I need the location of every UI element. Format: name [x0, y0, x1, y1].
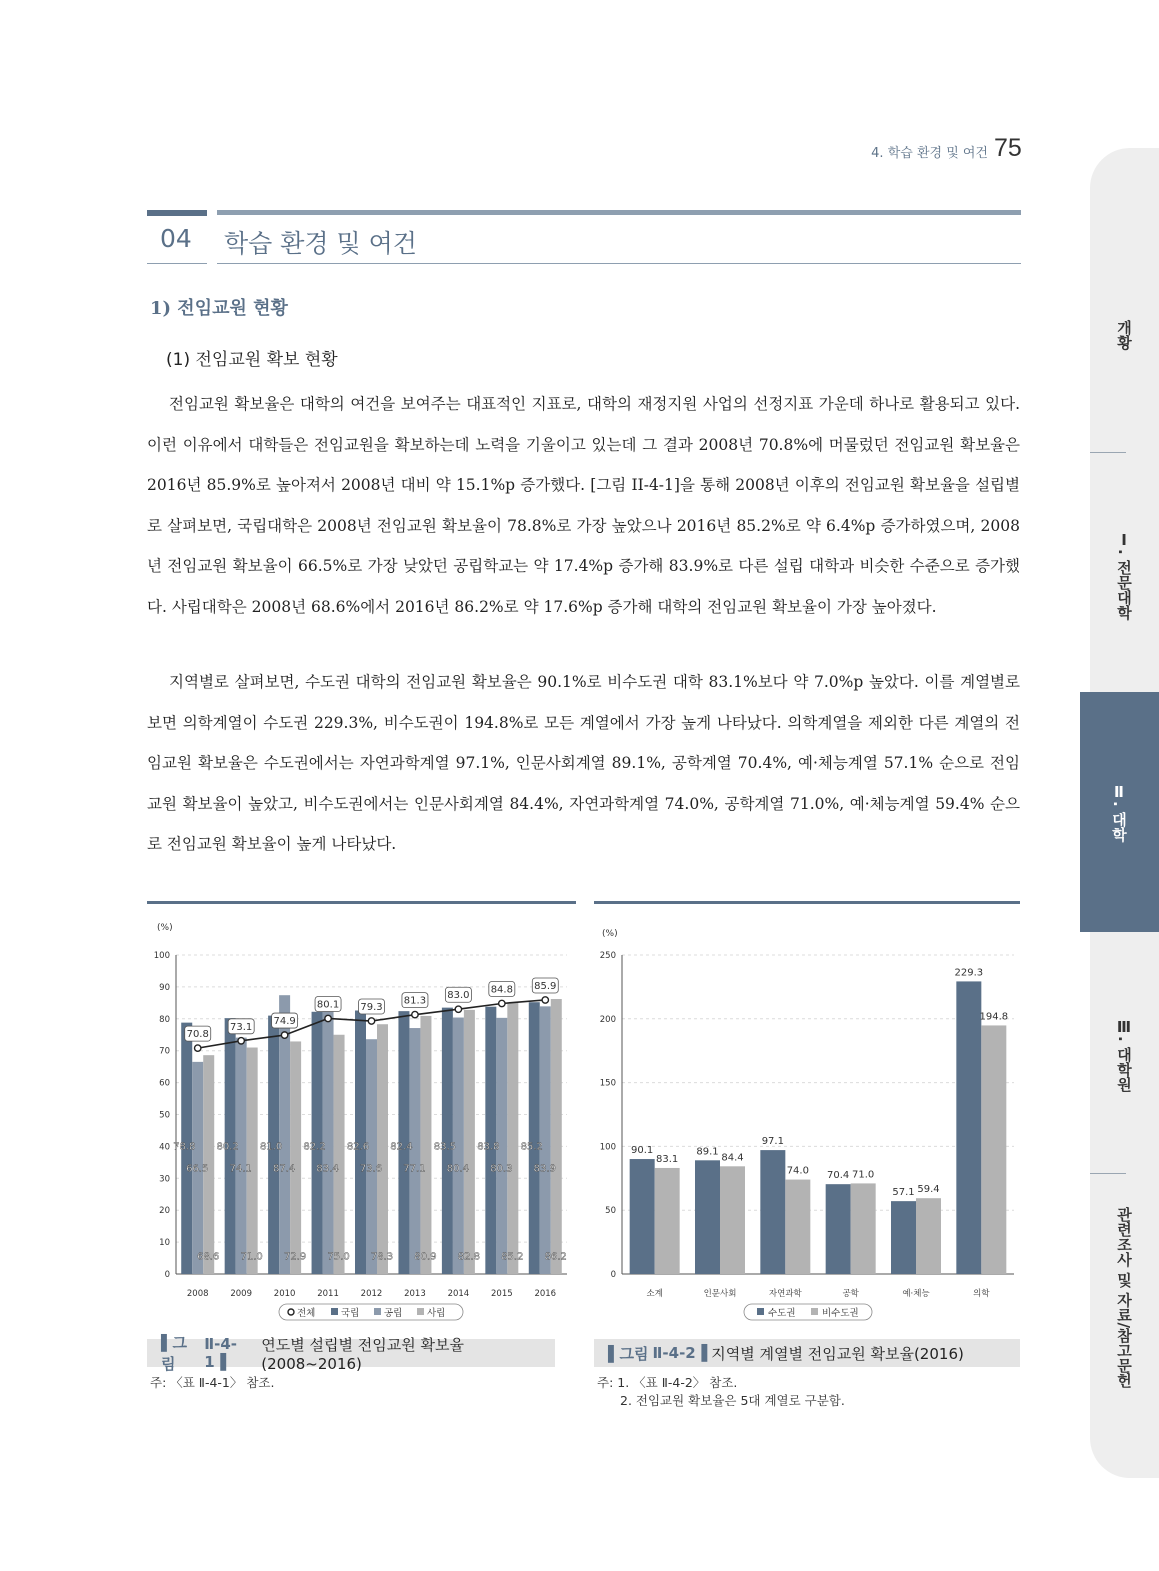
bar-비수도권-자연과학	[785, 1180, 810, 1274]
legend-label: 전체	[297, 1308, 316, 1319]
y-tick-label: 0	[164, 1270, 170, 1280]
figure-note: 주: 〈표 Ⅱ-4-1〉 참조.	[150, 1375, 275, 1390]
x-tick-label: 2009	[230, 1289, 252, 1299]
x-tick-label: 예·체능	[902, 1289, 930, 1299]
point-전체-2008	[195, 1045, 201, 1051]
section-title: 학습 환경 및 여건	[224, 229, 417, 258]
subsubsection-heading: (1) 전임교원 확보 현황	[166, 350, 338, 370]
data-label-국립: 82.6	[346, 1141, 370, 1153]
bar-공립-2016	[540, 1006, 551, 1274]
bar-사립-2010	[290, 1041, 301, 1274]
data-label-사립: 75.0	[327, 1251, 350, 1263]
data-label-공립: 73.6	[359, 1163, 383, 1175]
data-label-공립: 74.1	[229, 1163, 252, 1175]
x-tick-label: 공학	[842, 1289, 859, 1299]
bar-국립-2016	[529, 1002, 540, 1274]
legend-symbol-공립	[374, 1308, 381, 1315]
page-number: 75	[994, 134, 1022, 162]
data-label-전체: 73.1	[230, 1021, 253, 1033]
x-tick-label: 2013	[404, 1289, 426, 1299]
bar-비수도권-의학	[981, 1025, 1006, 1274]
bar-공립-2009	[236, 1038, 247, 1274]
y-axis-unit: (%)	[157, 923, 173, 933]
data-label-비수도권: 71.0	[852, 1169, 875, 1181]
point-전체-2014	[455, 1006, 461, 1012]
figure-note: 주: 1. 〈표 Ⅱ-4-2〉 참조.	[597, 1375, 738, 1390]
data-label-수도권: 89.1	[696, 1146, 719, 1158]
point-전체-2009	[238, 1038, 244, 1044]
bar-수도권-예·체능	[891, 1201, 916, 1274]
y-tick-label: 10	[159, 1238, 170, 1249]
y-tick-label: 30	[159, 1174, 170, 1185]
body-paragraph: 전임교원 확보율은 대학의 여건을 보여주는 대표적인 지표로, 대학의 재정지원 사업의 선정지표 가운데 하나로 활용되고 있다. 이런 이유에서 대학들은 전임교원을 확보하는데 노력을 기울이고 있는데 그 결과 2008년 70.8%에 머물렀던 전임교원 확보율은 2016년 85.9%로 높아져서 2008년 대비 약 15.1%p 증가했다. [그림 II-4-1]을 통해 2008년 이후의 전임교원 확보율을 설립별로 살펴보면, 국립대학은 2008년 전임교원 확보율이 78.8%로 가장 높았으나 2016년 85.2%로 약 6.4%p 증가하였으며, 2008년 전임교원 확보율이 66.5%로 가장 낮았던 공립학교는 약 17.4%p 증가해 83.9%로 다른 설립 대학과 비슷한 수준으로 증가했다. 사립대학은 2008년 68.6%에서 2016년 86.2%로 약 17.6%p 증가해 대학의 전임교원 확보율이 가장 높아졌다.	[147, 395, 1020, 616]
data-label-전체: 81.3	[403, 995, 427, 1007]
side-tab-divider	[1090, 1173, 1126, 1174]
bar-사립-2011	[334, 1035, 345, 1274]
section-underline	[147, 263, 207, 264]
x-tick-label: 2015	[491, 1289, 513, 1299]
section-bar	[147, 210, 207, 216]
data-label-비수도권: 84.4	[721, 1152, 744, 1164]
data-label-비수도권: 74.0	[786, 1165, 809, 1177]
y-tick-label: 50	[605, 1206, 616, 1217]
side-tab-graduate-school[interactable]: Ⅲ. 대학원	[1115, 1018, 1133, 1092]
y-tick-label: 40	[159, 1142, 170, 1153]
data-label-비수도권: 83.1	[656, 1153, 679, 1165]
body-paragraph: 지역별로 살펴보면, 수도권 대학의 전임교원 확보율은 90.1%로 비수도권 대학 83.1%보다 약 7.0%p 높았다. 이를 계열별로 보면 의학계열이 수도권 229.3%, 비수도권이 194.8%로 모든 계열에서 가장 높게 나타났다. 의학계열을 제외한 다른 계열의 전임교원 확보율은 수도권에서는 자연과학계열 97.1%, 인문사회계열 89.1%, 공학계열 70.4%, 예·체능계열 57.1% 순으로 전임교원 확보율이 높았고, 비수도권에서는 인문사회계열 84.4%, 자연과학계열 74.0%, 공학계열 71.0%, 예·체능계열 59.4% 순으로 전임교원 확보율이 높게 나타났다.	[147, 673, 1020, 853]
caption-title: 지역별 계열별 전임교원 확보율(2016)	[711, 1344, 964, 1363]
y-tick-label: 90	[159, 982, 170, 993]
x-tick-label: 자연과학	[768, 1289, 802, 1299]
data-label-전체: 80.1	[316, 999, 340, 1011]
side-tab-references[interactable]: 관련조사 및 자료/참고문헌	[1115, 1207, 1133, 1388]
data-label-공립: 87.4	[272, 1163, 296, 1175]
bar-수도권-공학	[826, 1184, 851, 1274]
x-tick-label: 2010	[273, 1289, 296, 1299]
x-tick-label: 소계	[646, 1289, 663, 1299]
data-label-사립: 71.0	[240, 1251, 263, 1263]
data-label-전체: 83.0	[447, 990, 470, 1002]
y-tick-label: 100	[153, 951, 170, 961]
y-tick-label: 60	[159, 1078, 170, 1089]
data-label-전체: 70.8	[186, 1029, 209, 1041]
section-underline	[217, 263, 1021, 264]
data-label-공립: 66.5	[186, 1163, 209, 1175]
section-number: 04	[160, 224, 192, 253]
data-label-전체: 79.3	[360, 1002, 383, 1014]
figure-note: 2. 전임교원 확보율은 5대 계열로 구분함.	[620, 1393, 845, 1408]
point-전체-2016	[542, 997, 548, 1003]
caption-marker: ▌그림	[608, 1344, 649, 1363]
data-label-전체: 74.9	[273, 1016, 296, 1028]
side-tab-university[interactable]: Ⅱ. 대학	[1080, 692, 1159, 932]
data-label-공립: 83.9	[533, 1163, 556, 1175]
legend-symbol-전체	[288, 1309, 294, 1315]
x-tick-label: 2016	[534, 1289, 557, 1299]
data-label-공립: 80.3	[490, 1163, 513, 1175]
figure-top-rule	[594, 901, 1020, 904]
data-label-공립: 83.4	[316, 1163, 339, 1175]
x-tick-label: 인문사회	[703, 1289, 737, 1299]
bar-사립-2016	[551, 999, 562, 1274]
subsection-heading: 1) 전임교원 현황	[150, 298, 288, 319]
data-label-국립: 83.5	[433, 1141, 457, 1153]
figure-top-rule	[147, 901, 576, 904]
y-tick-label: 150	[599, 1078, 616, 1089]
data-label-사립: 86.2	[544, 1251, 567, 1263]
data-label-사립: 68.6	[197, 1251, 220, 1263]
bar-수도권-인문사회	[695, 1160, 720, 1274]
legend-label: 비수도권	[822, 1308, 859, 1319]
y-axis-unit: (%)	[602, 929, 618, 939]
y-tick-label: 20	[159, 1206, 170, 1217]
chart-establishment-by-year	[147, 910, 576, 1332]
legend-label: 사립	[427, 1308, 446, 1319]
bar-비수도권-공학	[851, 1183, 876, 1274]
x-tick-label: 2011	[317, 1289, 339, 1299]
legend-symbol-사립	[417, 1308, 424, 1315]
running-head: 4. 학습 환경 및 여건	[871, 146, 988, 161]
data-label-전체: 84.8	[490, 984, 513, 996]
data-label-비수도권: 194.8	[979, 1011, 1009, 1023]
data-label-수도권: 97.1	[761, 1136, 784, 1148]
data-label-국립: 80.2	[216, 1141, 239, 1153]
legend-symbol-국립	[331, 1308, 338, 1315]
data-label-국립: 82.4	[390, 1141, 413, 1153]
bar-사립-2012	[377, 1024, 388, 1274]
data-label-국립: 81.0	[259, 1141, 283, 1153]
x-tick-label: 2012	[360, 1289, 383, 1299]
x-tick-label: 2008	[186, 1289, 209, 1299]
data-label-공립: 80.4	[446, 1163, 470, 1175]
point-전체-2012	[368, 1018, 374, 1024]
data-label-비수도권: 59.4	[917, 1184, 940, 1196]
y-tick-label: 70	[159, 1046, 170, 1057]
data-label-국립: 78.8	[173, 1141, 196, 1153]
bar-사립-2015	[507, 1002, 518, 1274]
bar-수도권-소계	[630, 1159, 655, 1274]
side-tab-junior-college[interactable]: Ⅰ. 전문대학	[1115, 530, 1133, 620]
figure-caption	[147, 1334, 555, 1373]
data-label-사립: 80.9	[414, 1251, 437, 1263]
bar-국립-2015	[485, 1007, 496, 1274]
data-label-사립: 82.8	[457, 1251, 481, 1263]
data-label-수도권: 90.1	[631, 1145, 654, 1157]
x-tick-label: 의학	[973, 1289, 990, 1299]
bar-수도권-자연과학	[760, 1150, 785, 1274]
legend-symbol-수도권	[757, 1308, 764, 1315]
y-tick-label: 200	[599, 1014, 616, 1025]
y-tick-label: 0	[610, 1270, 616, 1280]
data-label-수도권: 70.4	[827, 1170, 850, 1182]
data-label-사립: 85.2	[501, 1251, 524, 1263]
y-tick-label: 250	[599, 951, 616, 961]
legend-symbol-비수도권	[811, 1308, 818, 1315]
data-label-국립: 82.2	[303, 1141, 326, 1153]
x-tick-label: 2014	[447, 1289, 470, 1299]
data-label-국립: 85.2	[520, 1141, 543, 1153]
y-tick-label: 100	[599, 1142, 616, 1153]
caption-marker: ▌그림	[161, 1334, 188, 1373]
legend-label: 공립	[384, 1308, 403, 1319]
caption-number: Ⅱ-4-1▐	[204, 1335, 238, 1371]
data-label-국립: 83.8	[477, 1141, 500, 1153]
legend-label: 수도권	[768, 1308, 796, 1319]
section-bar	[217, 210, 1021, 215]
chart-region-by-field	[594, 910, 1020, 1332]
point-전체-2010	[281, 1032, 287, 1038]
side-tab-divider	[1090, 452, 1126, 453]
data-label-공립: 77.1	[403, 1163, 426, 1175]
bar-수도권-의학	[956, 981, 981, 1274]
data-label-수도권: 229.3	[954, 967, 984, 979]
data-label-사립: 72.9	[283, 1251, 307, 1263]
caption-number: Ⅱ-4-2▐	[652, 1344, 708, 1362]
side-tab-overview[interactable]: 개황	[1115, 320, 1133, 350]
bar-비수도권-소계	[655, 1168, 680, 1274]
legend-label: 국립	[341, 1308, 360, 1319]
bar-비수도권-예·체능	[916, 1198, 941, 1274]
bar-공립-2012	[366, 1039, 377, 1274]
y-tick-label: 80	[159, 1014, 170, 1025]
data-label-수도권: 57.1	[892, 1187, 915, 1199]
data-label-사립: 78.3	[370, 1251, 394, 1263]
bar-사립-2014	[464, 1010, 475, 1274]
point-전체-2011	[325, 1015, 331, 1021]
figure-caption	[594, 1339, 1020, 1367]
bar-비수도권-인문사회	[720, 1166, 745, 1274]
bar-사립-2013	[420, 1016, 431, 1274]
data-label-전체: 85.9	[534, 980, 557, 992]
point-전체-2015	[499, 1000, 505, 1006]
bar-사립-2009	[247, 1048, 258, 1274]
caption-title: 연도별 설립별 전임교원 확보율(2008~2016)	[261, 1335, 464, 1373]
y-tick-label: 50	[159, 1110, 170, 1121]
point-전체-2013	[412, 1011, 418, 1017]
